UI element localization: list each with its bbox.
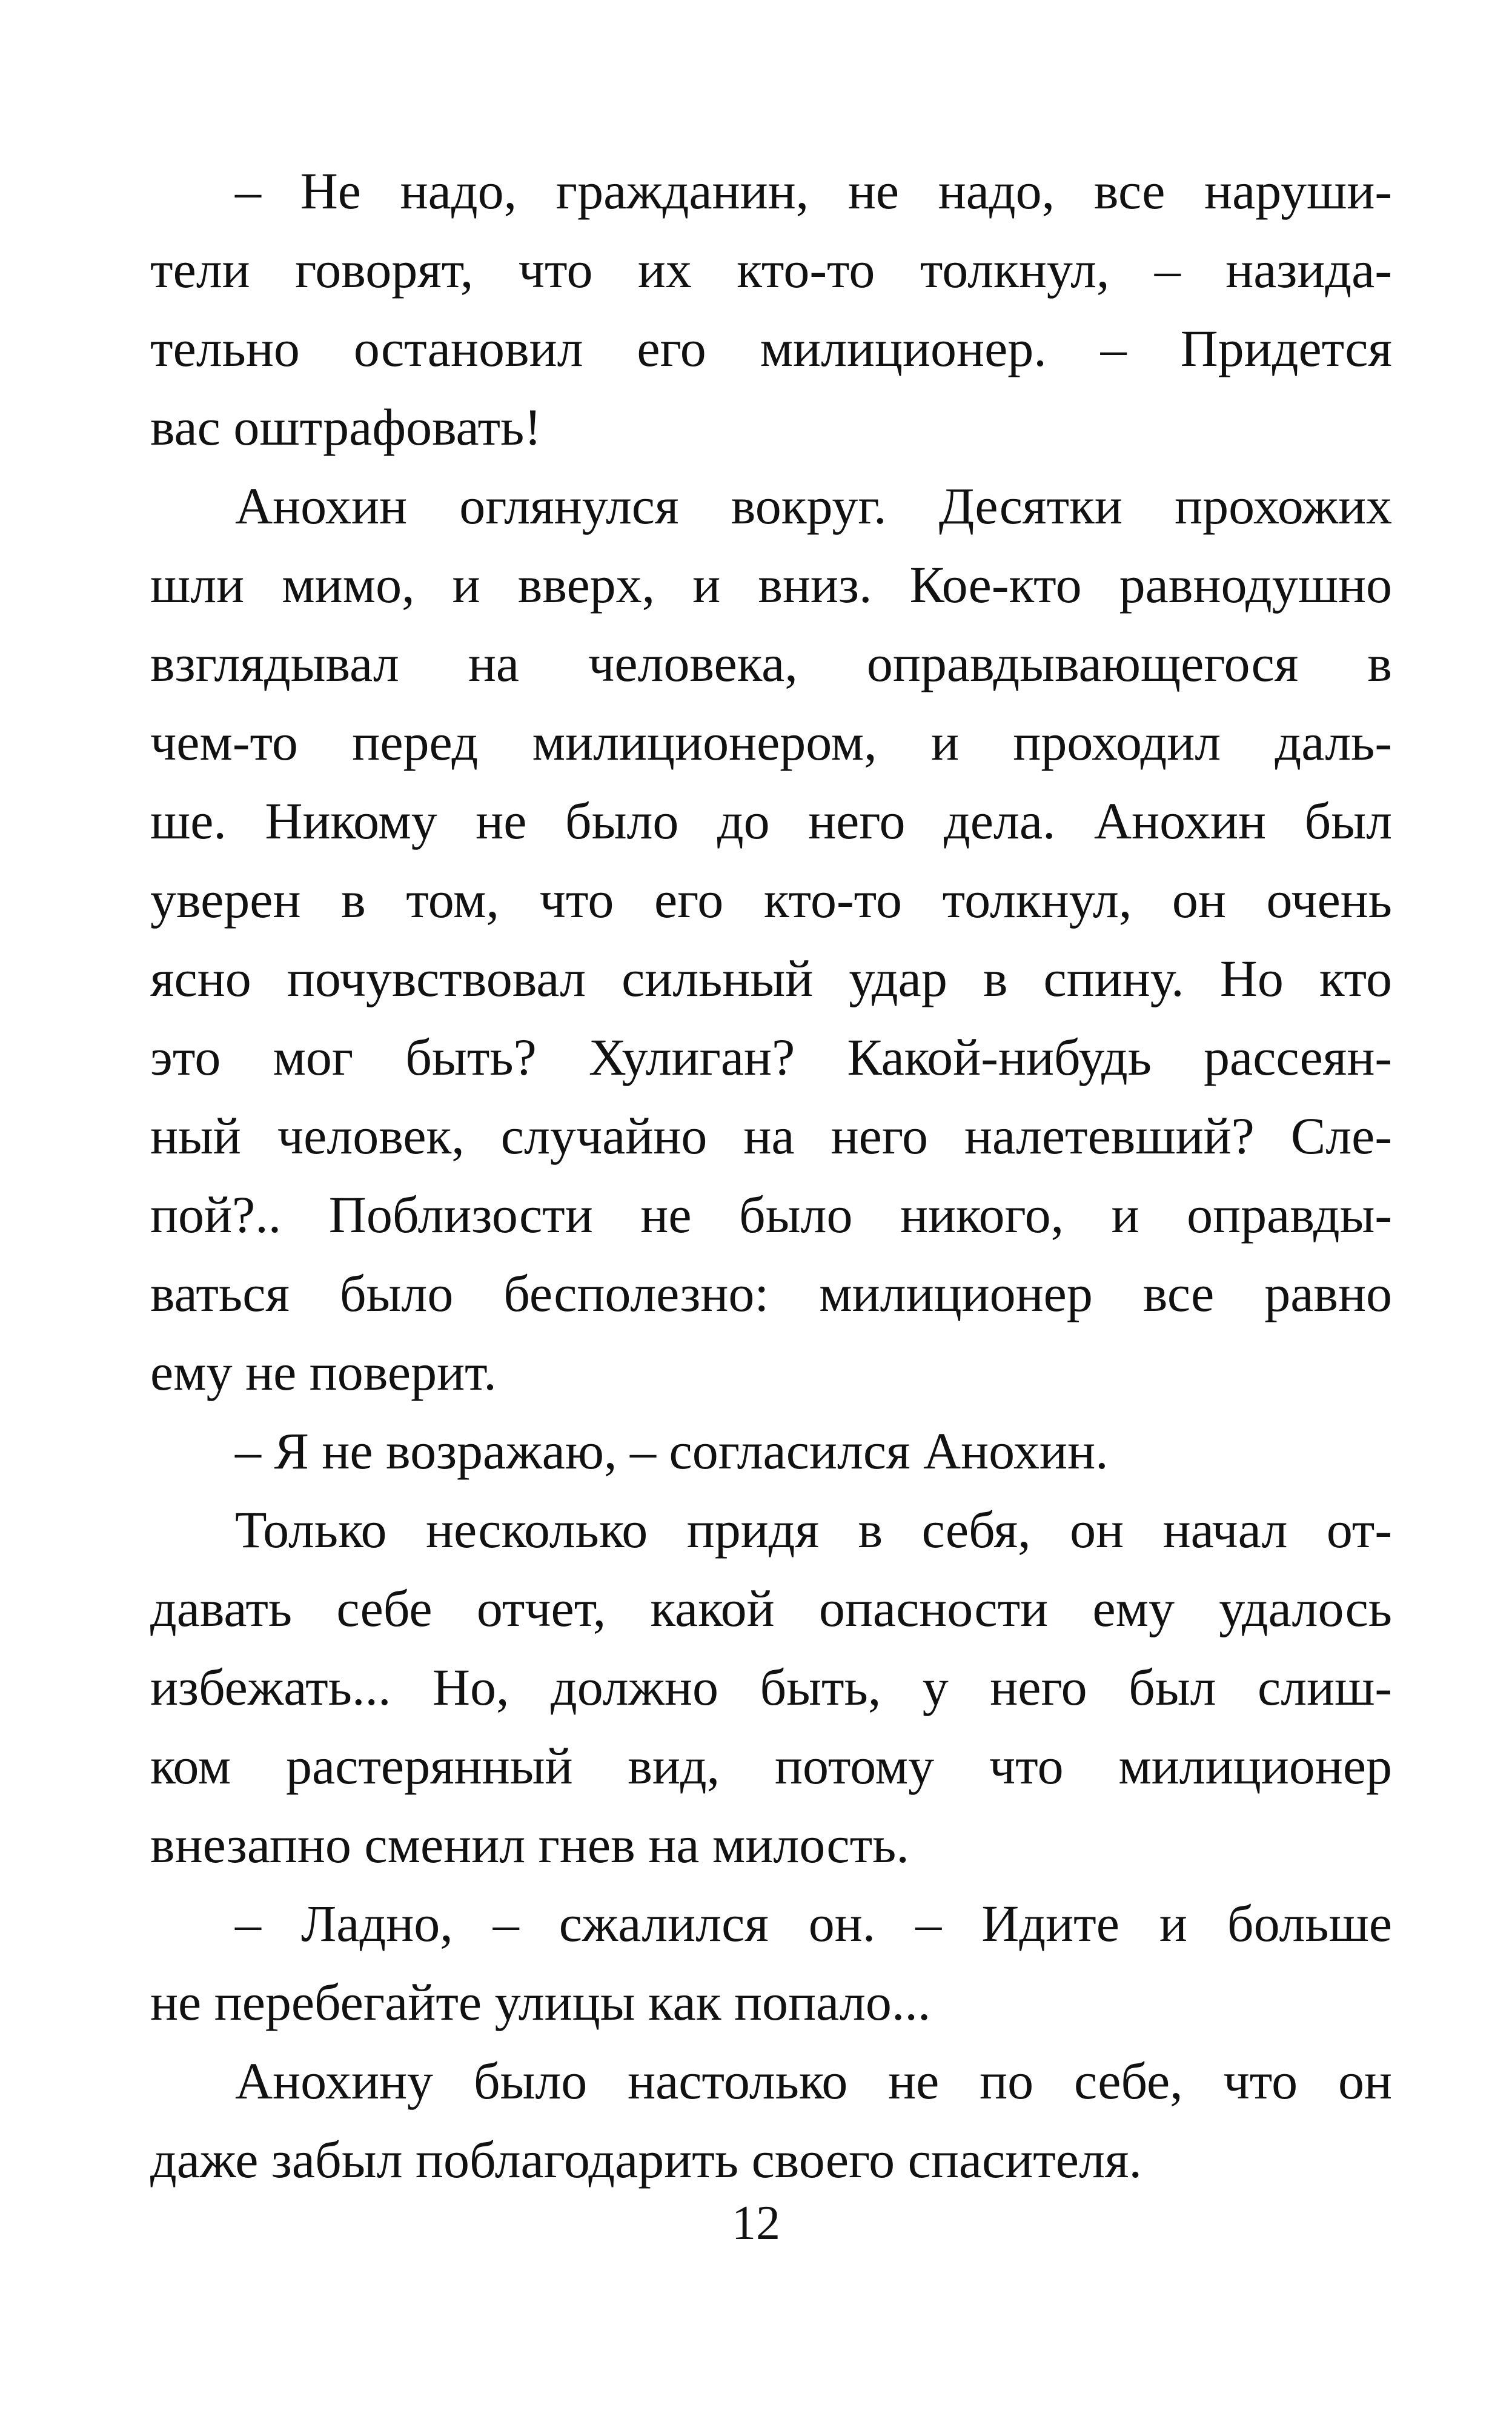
text-line: избежать... Но, должно быть, у него был слиш- — [150, 1658, 1392, 1716]
text-line: чем-то перед милиционером, и проходил даль- — [150, 713, 1392, 771]
text-line: шли мимо, и вверх, и вниз. Кое-кто равнодушно — [150, 556, 1392, 614]
text-line: Анохину было настолько не по себе, что он — [235, 2052, 1392, 2110]
text-line: ясно почувствовал сильный удар в спину. Но кто — [150, 949, 1392, 1007]
text-line: внезапно сменил гнев на милость. — [150, 1816, 909, 1874]
text-line: тельно остановил его милиционер. – Придется — [150, 319, 1392, 377]
text-line: ваться было бесполезно: милиционер все равно — [150, 1264, 1392, 1322]
text-line: ше. Никому не было до него дела. Анохин был — [150, 792, 1392, 850]
text-line: уверен в том, что его кто-то толкнул, он очень — [150, 871, 1392, 929]
text-line: Анохин оглянулся вокруг. Десятки прохожих — [235, 477, 1392, 535]
text-line: пой?.. Поблизости не было никого, и оправды- — [150, 1186, 1392, 1244]
text-line: не перебегайте улицы как попало... — [150, 1973, 931, 2031]
text-line: вас оштрафовать! — [150, 398, 542, 456]
text-line: даже забыл поблагодарить своего спасителя. — [150, 2131, 1142, 2189]
text-line: тели говорят, что их кто-то толкнул, – назида- — [150, 240, 1392, 299]
page-number: 12 — [732, 2197, 780, 2250]
text-line: – Я не возражаю, – согласился Анохин. — [235, 1422, 1109, 1480]
text-line: взглядывал на человека, оправдывающегося в — [150, 634, 1392, 692]
text-line: давать себе отчет, какой опасности ему удалось — [150, 1579, 1392, 1637]
text-line: ком растерянный вид, потому что милиционер — [150, 1737, 1392, 1795]
text-line: это мог быть? Хулиган? Какой-нибудь рассеян- — [150, 1028, 1392, 1086]
text-line: – Не надо, гражданин, не надо, все наруши- — [235, 162, 1392, 220]
text-line: ный человек, случайно на него налетевший? Сле- — [150, 1107, 1392, 1165]
text-line: – Ладно, – сжалился он. – Идите и больше — [235, 1894, 1392, 1952]
text-line: Только несколько придя в себя, он начал от- — [235, 1501, 1392, 1559]
text-line: ему не поверит. — [150, 1343, 497, 1401]
